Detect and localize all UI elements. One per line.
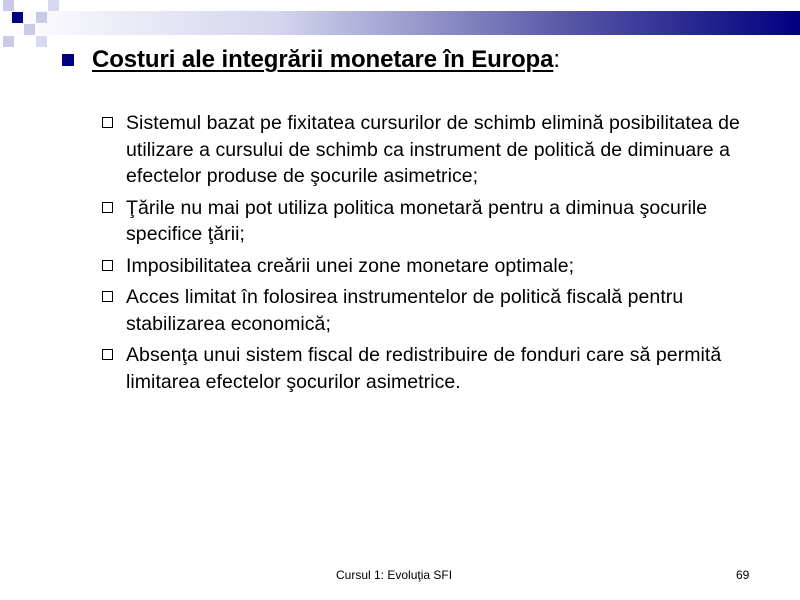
slide-title-colon: : xyxy=(553,46,561,73)
list-item-text: Ţările nu mai pot utiliza politica monetară pentru a diminua şocurile specifice ţării; xyxy=(126,196,708,245)
hollow-square-bullet-icon xyxy=(102,202,113,213)
header-pattern-graphic xyxy=(0,0,800,50)
header-decoration xyxy=(0,0,800,50)
footer-course-title: Cursul 1: Evoluţia SFI xyxy=(336,568,453,582)
list-item xyxy=(100,195,740,248)
list-item-text: Absenţa unui sistem fiscal de redistribuire de fonduri care să permită limitarea efectelor şocurilor asimetrice. xyxy=(126,344,722,393)
list-item-text: Sistemul bazat pe fixitatea cursurilor de schimb elimină posibilitatea de utilizare a cursului de schimb ca instrument de politică de diminuare a efectelor produse de şocurile asimetrice; xyxy=(126,112,740,187)
hollow-square-bullet-icon xyxy=(102,117,113,128)
hollow-square-bullet-icon xyxy=(102,260,113,271)
list-item xyxy=(100,342,740,395)
list-item xyxy=(100,284,740,337)
slide-title: Costuri ale integrării monetare în Europa xyxy=(92,46,554,73)
square-bullet-icon xyxy=(62,54,74,66)
list-item xyxy=(100,253,740,280)
hollow-square-bullet-icon xyxy=(102,291,113,302)
footer-page-number: 69 xyxy=(736,568,750,582)
list-item xyxy=(100,110,740,190)
list-item-text: Acces limitat în folosirea instrumentelor de politică fiscală pentru stabilizarea economică; xyxy=(126,286,684,335)
list-item-text: Imposibilitatea creării unei zone monetare optimale; xyxy=(126,254,575,277)
slide-title-row xyxy=(62,46,560,74)
hollow-square-bullet-icon xyxy=(102,349,113,360)
bullet-list xyxy=(100,110,740,400)
